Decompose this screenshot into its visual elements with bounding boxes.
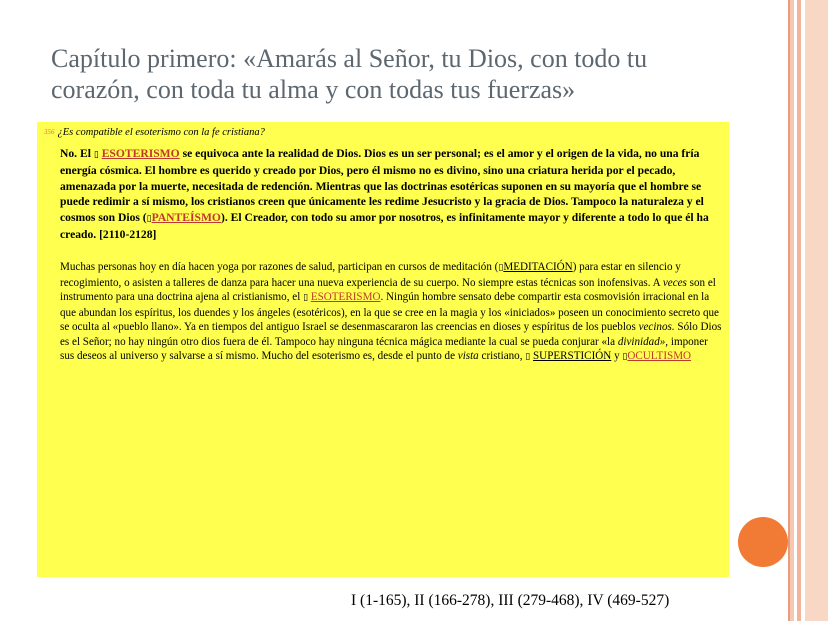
commentary-text: y xyxy=(614,350,620,362)
commentary-text: Sólo Dios es el Señor; no hay ningún otro dios fuera de él. Tampoco hay ninguna técnica mágica mediante la cual se pueda conjurar «la xyxy=(60,321,722,348)
link-esoterismo-2[interactable]: ESOTERISMO xyxy=(310,291,381,303)
commentary-text: imponer sus deseos al universo y salvarse a sí mismo. Mucho del esoterismo es, desde el punto de xyxy=(60,335,708,362)
reference-icon: ▯ xyxy=(93,150,99,160)
commentary-italic: vecinos. xyxy=(638,321,675,333)
link-meditacion[interactable]: MEDITACIÓN xyxy=(503,261,573,273)
link-panteismo[interactable]: PANTEÍSMO xyxy=(151,210,221,224)
orange-circle-ornament xyxy=(738,517,788,567)
answer-paragraph xyxy=(60,146,724,242)
commentary-italic: veces xyxy=(662,276,687,289)
question-line xyxy=(44,127,265,138)
link-supersticion[interactable]: SUPERSTICIÓN xyxy=(533,350,612,362)
link-esoterismo[interactable]: ESOTERISMO xyxy=(101,147,180,160)
commentary-text: . Ningún hombre sensato debe compartir esta cosmovisión irracional en la que abundan los espíritus, los duendes y los ángeles (esotéricos), en la que se cree en la magia y los «iniciados» poseen un conocimiento secreto que se oculta al «pueblo llano». Ya en tiempos del antiguo Israel se desenmascararon las creencias en dioses y espíritus de los pueblos xyxy=(60,291,719,333)
decorative-side-stripes xyxy=(788,0,828,621)
commentary-italic: vista xyxy=(457,350,479,362)
commentary-text: Muchas personas hoy en día hacen yoga por razones de salud, participan en cursos de meditación ( xyxy=(60,261,499,273)
answer-text-1: No. El xyxy=(60,147,91,160)
commentary-paragraph xyxy=(60,260,724,365)
commentary-text: ) para estar en silencio y recogimiento, o asisten a talleres de danza para hacer una nueva experiencia de su cuerpo. No siempre estas técnicas son inofensivas. A xyxy=(60,261,681,289)
content-panel xyxy=(37,122,729,577)
reference-icon: ▯ xyxy=(525,352,531,362)
commentary-italic: divinidad», xyxy=(617,335,669,348)
reference-icon: ▯ xyxy=(498,263,504,273)
commentary-text: son el instrumento para una doctrina ajena al cristianismo, el xyxy=(60,276,716,303)
commentary-text: cristiano, xyxy=(481,350,523,362)
answer-text-3: ). El Creador, con todo su amor por nosotros, es infinitamente mayor y diferente a todo lo que él ha creado. [2110-2128] xyxy=(60,210,709,242)
reference-icon: ▯ xyxy=(146,213,152,224)
reference-icon: ▯ xyxy=(622,352,628,362)
chapter-ranges-footer: I (1-165), II (166-278), III (279-468), IV (469-527) xyxy=(351,592,670,609)
reference-icon: ▯ xyxy=(303,293,309,303)
link-ocultismo[interactable]: OCULTISMO xyxy=(627,350,692,362)
question-number: 356 xyxy=(44,128,55,136)
answer-text-2: se equivoca ante la realidad de Dios. Dios es un ser personal; es el amor y el origen de la vida, no una fría energía cósmica. El hombre es querido y creado por Dios, pero él mismo no es divino, sino una criatura herida por el pecado, amenazada por la muerte, necesitada de redención. Mientras que las doctrinas esotéricas suponen en su mayoría que el hombre se puede redimir a sí mismo, los cristianos creen que únicamente les redime Jesucristo y la gracia de Dios. Tampoco la naturaleza y el cosmos son Dios ( xyxy=(60,147,704,224)
slide-title: Capítulo primero: «Amarás al Señor, tu Dios, con todo tu corazón, con toda tu alma y con todas tus fuerzas» xyxy=(51,44,648,104)
question-text: ¿Es compatible el esoterismo con la fe cristiana? xyxy=(57,127,265,138)
